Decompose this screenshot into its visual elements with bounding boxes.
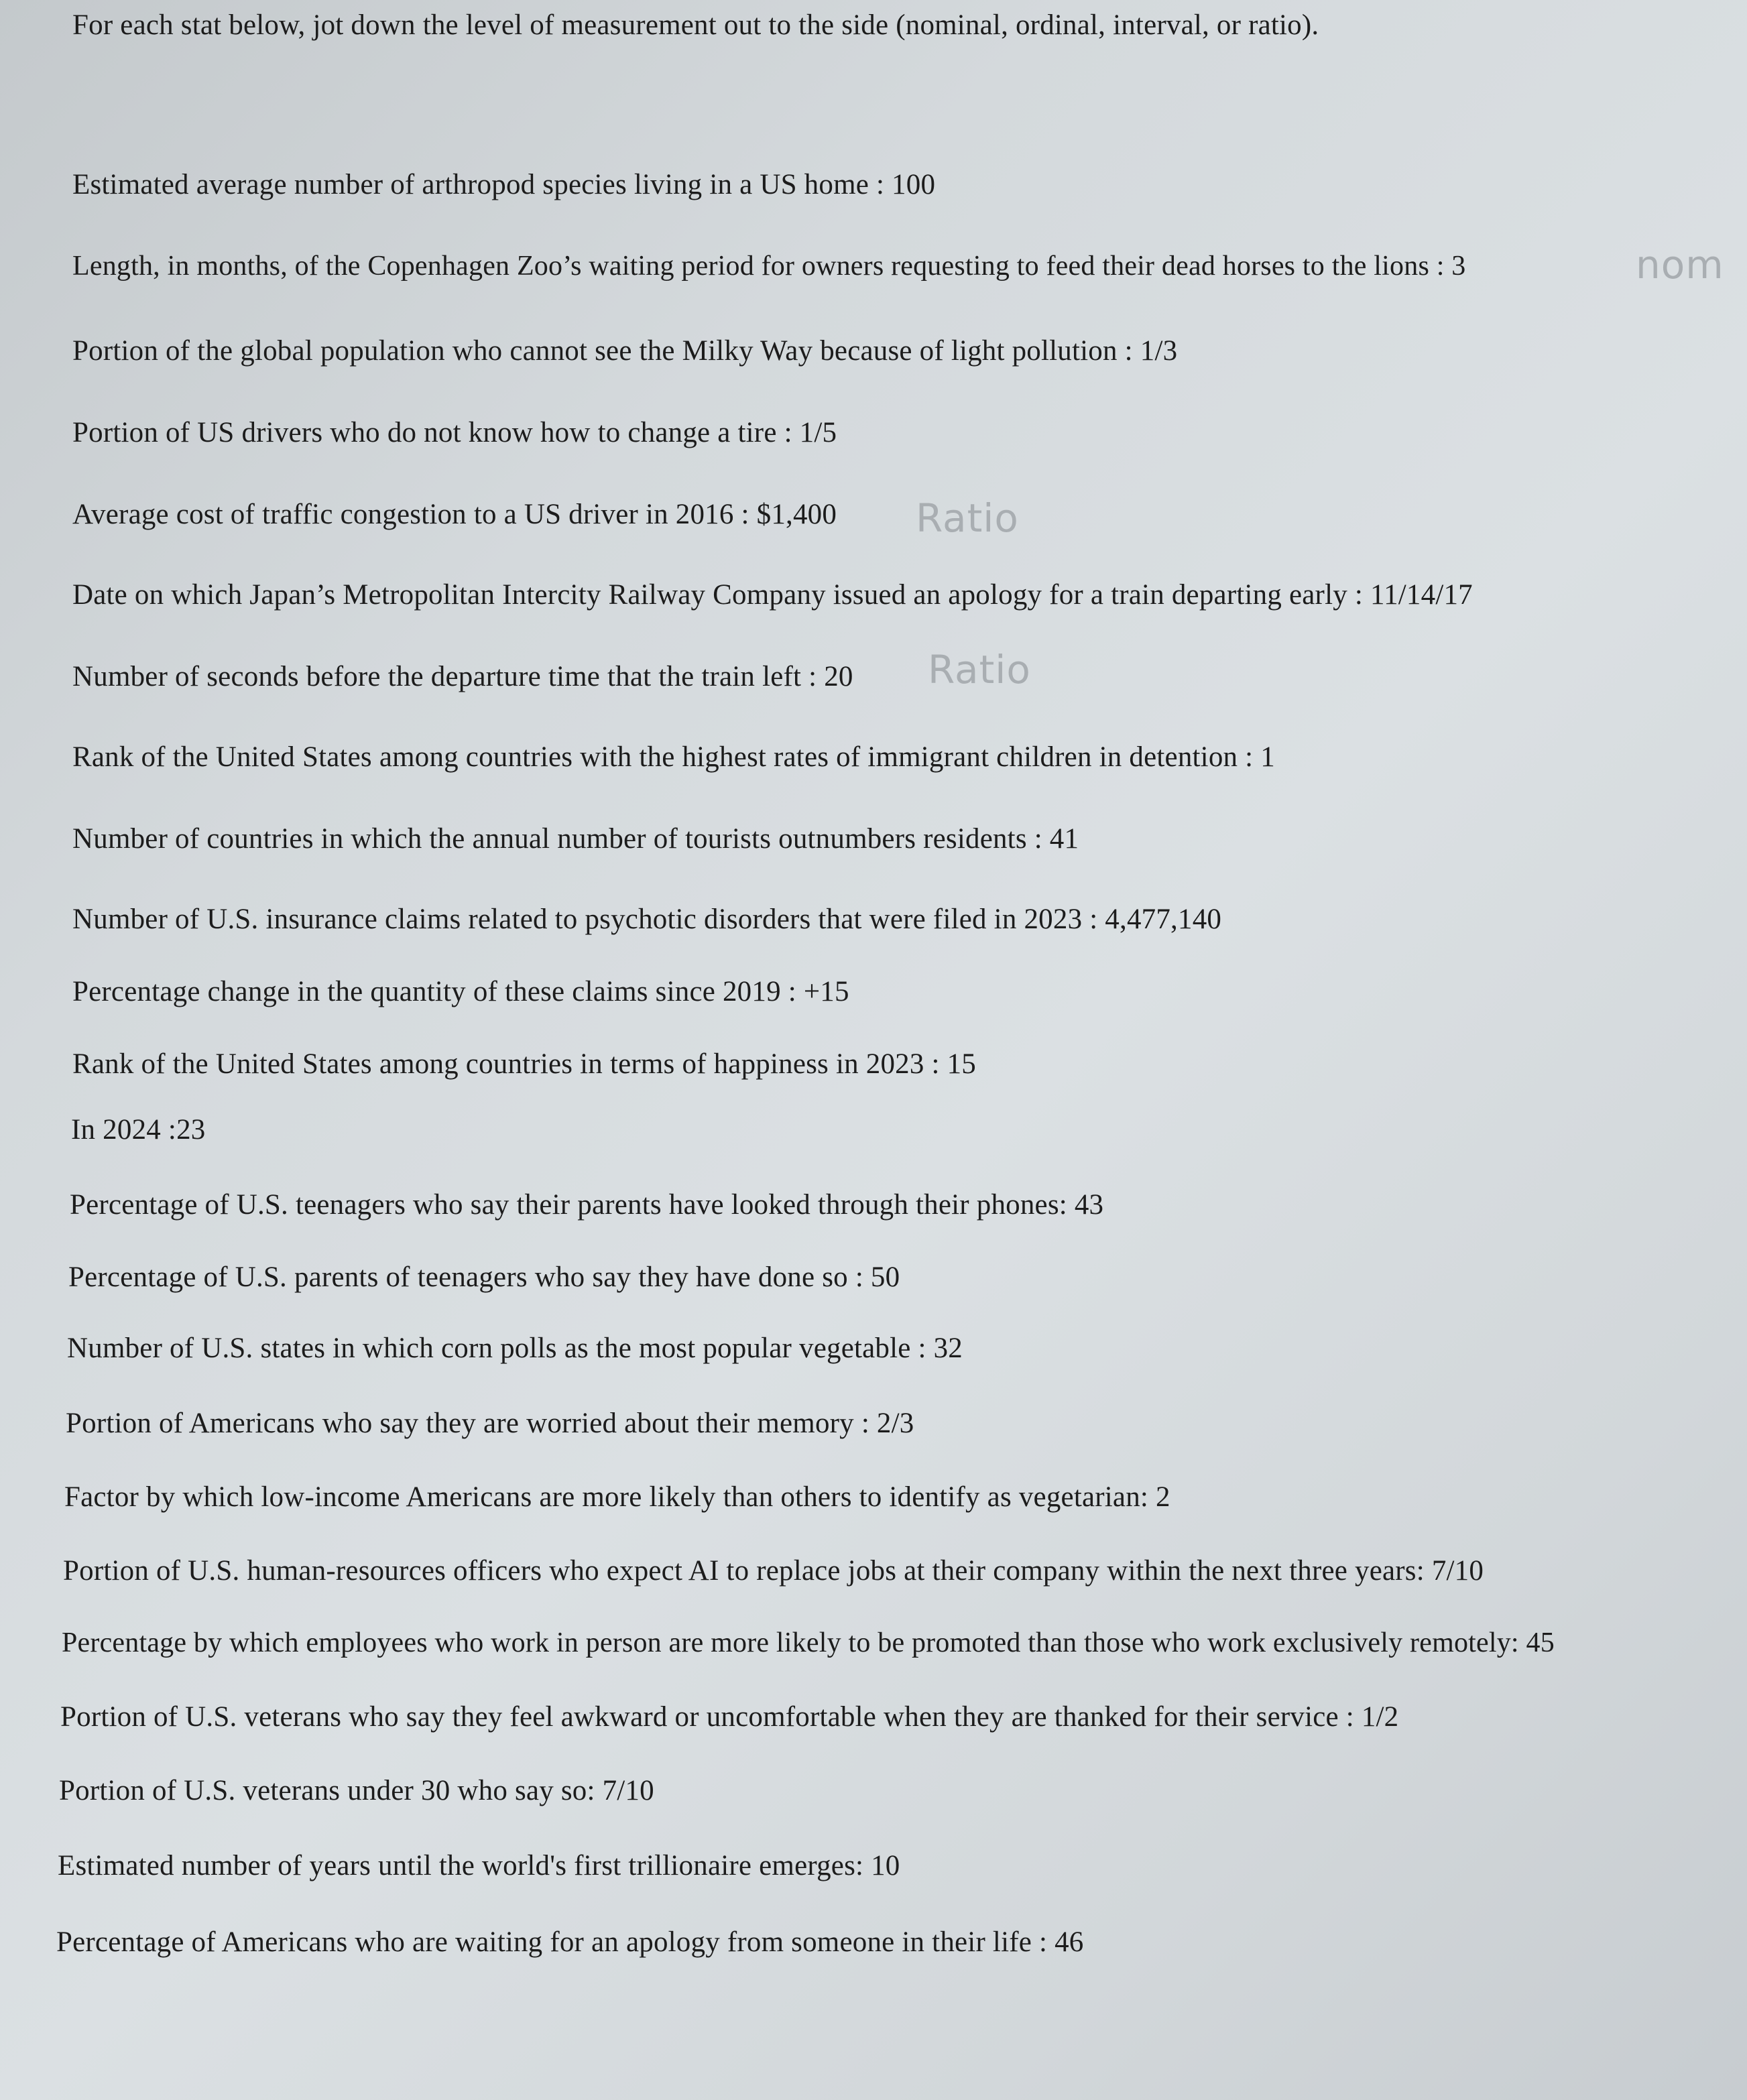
stat-line-5: Average cost of traffic congestion to a US driver in 2016 : $1,400 [72, 499, 837, 530]
instructions: For each stat below, jot down the level of measurement out to the side (nominal, ordinal, interval, or ratio). [72, 9, 1319, 41]
stat-line-16: Number of U.S. states in which corn polls as the most popular vegetable : 32 [67, 1333, 963, 1364]
stat-line-1: Estimated average number of arthropod species living in a US home : 100 [72, 169, 936, 200]
stat-line-21: Portion of U.S. veterans who say they feel awkward or uncomfortable when they are thanked for their service : 1/2 [60, 1701, 1399, 1733]
stat-line-11: Percentage change in the quantity of these claims since 2019 : +15 [72, 976, 849, 1007]
handwritten-answer-ratio-seconds: Ratio [928, 647, 1031, 692]
stat-line-9: Number of countries in which the annual number of tourists outnumbers residents : 41 [72, 823, 1079, 855]
stat-line-18: Factor by which low-income Americans are more likely than others to identify as vegetarian: 2 [64, 1481, 1170, 1513]
stat-line-8: Rank of the United States among countries with the highest rates of immigrant children in detention : 1 [72, 741, 1275, 773]
stat-line-15: Percentage of U.S. parents of teenagers who say they have done so : 50 [68, 1261, 900, 1293]
handwritten-answer-nom: nom [1636, 242, 1724, 288]
stat-line-2: Length, in months, of the Copenhagen Zoo’s waiting period for owners requesting to feed their dead horses to the lions : 3 [72, 251, 1466, 282]
stat-line-7: Number of seconds before the departure time that the train left : 20 [72, 661, 853, 692]
stat-line-24: Percentage of Americans who are waiting for an apology from someone in their life : 46 [56, 1926, 1084, 1958]
stat-line-22: Portion of U.S. veterans under 30 who say so: 7/10 [59, 1775, 654, 1806]
stat-line-20: Percentage by which employees who work in person are more likely to be promoted than those who work exclusively remotely: 45 [62, 1627, 1555, 1658]
stat-line-19: Portion of U.S. human-resources officers who expect AI to replace jobs at their company within the next three years: 7/10 [63, 1555, 1484, 1587]
stat-line-17: Portion of Americans who say they are worried about their memory : 2/3 [66, 1408, 914, 1439]
stat-line-3: Portion of the global population who cannot see the Milky Way because of light pollution : 1/3 [72, 335, 1178, 367]
stat-line-13: In 2024 :23 [71, 1114, 206, 1146]
handwritten-answer-ratio-cost: Ratio [916, 495, 1019, 541]
stat-line-14: Percentage of U.S. teenagers who say their parents have looked through their phones: 43 [70, 1189, 1104, 1221]
stat-line-6: Date on which Japan’s Metropolitan Intercity Railway Company issued an apology for a train departing early : 11/14/17 [72, 579, 1473, 611]
stat-line-23: Estimated number of years until the world's first trillionaire emerges: 10 [58, 1850, 900, 1881]
stat-line-4: Portion of US drivers who do not know how to change a tire : 1/5 [72, 417, 837, 448]
stat-line-12: Rank of the United States among countries in terms of happiness in 2023 : 15 [72, 1048, 976, 1080]
stat-line-10: Number of U.S. insurance claims related to psychotic disorders that were filed in 2023 : 4,477,140 [72, 904, 1222, 935]
